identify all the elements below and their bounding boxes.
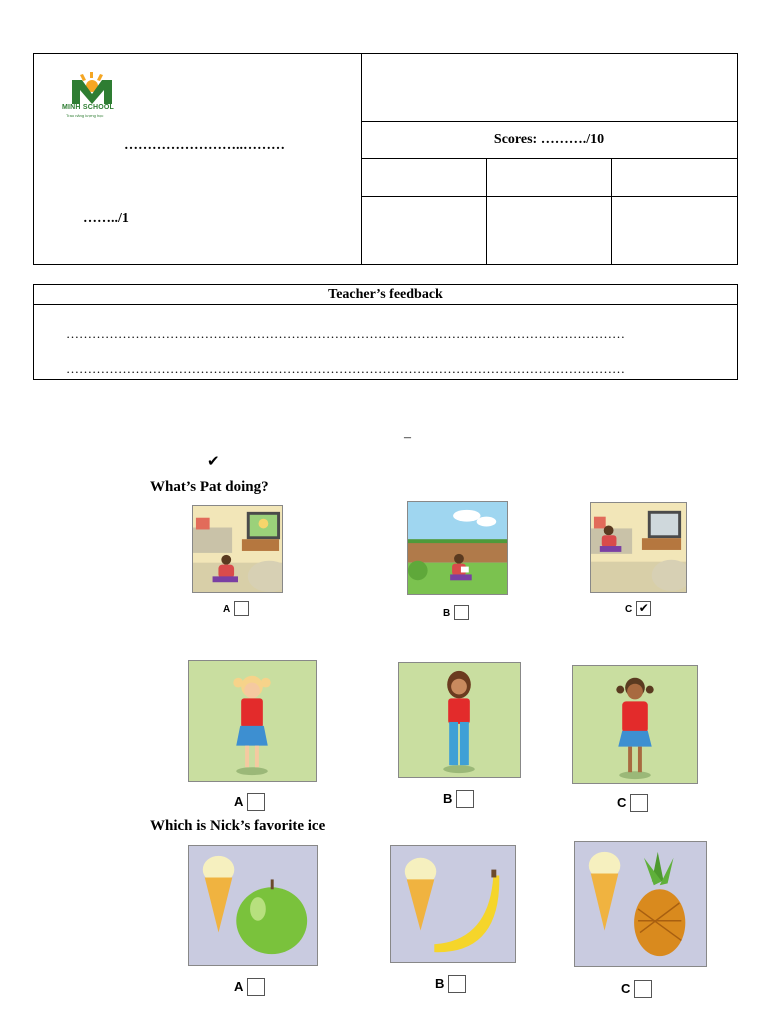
option-letter: B <box>443 791 453 806</box>
instruction-dash: – <box>404 430 411 445</box>
question-1-text: What’s Pat doing? <box>150 479 269 495</box>
answer-checkbox[interactable] <box>448 975 466 993</box>
option-b[interactable] <box>443 603 469 621</box>
logo-mark-icon <box>62 72 122 104</box>
header-table <box>33 53 738 265</box>
feedback-title: Teacher’s feedback <box>328 287 443 302</box>
question-3-text: Which is Nick’s favorite ice <box>150 818 326 834</box>
option-letter: B <box>443 608 451 619</box>
option-c[interactable] <box>621 980 652 998</box>
feedback-line: ………………………………………………………………………………………………………………… <box>66 361 625 376</box>
answer-checkbox[interactable] <box>456 790 474 808</box>
tick-icon: ✔ <box>207 454 220 470</box>
answer-checkbox[interactable]: ✔ <box>636 601 651 616</box>
name-field-dots: ……………………..……… <box>124 138 285 153</box>
section-score-dots: ……../1 <box>83 211 129 226</box>
girl-red-sweater-icon[interactable] <box>572 665 698 784</box>
option-letter: A <box>234 794 244 809</box>
girl-blue-trousers-icon[interactable] <box>398 662 521 778</box>
ice-cream-pineapple-icon[interactable] <box>574 841 707 967</box>
divider <box>611 158 612 264</box>
option-a[interactable] <box>234 793 265 811</box>
option-c[interactable] <box>617 794 648 812</box>
scores-label: Scores: ………./10 <box>493 132 605 147</box>
header-left-cell <box>34 54 362 264</box>
option-letter: A <box>234 979 244 994</box>
option-letter: C <box>625 604 633 615</box>
divider <box>361 196 737 197</box>
divider <box>361 158 737 159</box>
girl-watching-tv-icon[interactable] <box>192 505 283 593</box>
blonde-girl-blue-skirt-icon[interactable] <box>188 660 317 782</box>
option-b[interactable] <box>435 975 466 993</box>
girl-reading-in-garden-icon[interactable] <box>407 501 508 595</box>
school-logo <box>62 72 158 122</box>
option-c[interactable] <box>625 599 651 617</box>
answer-checkbox[interactable] <box>454 605 469 620</box>
option-letter: A <box>223 604 231 615</box>
header-right-cell <box>361 54 737 264</box>
option-a[interactable] <box>223 599 249 617</box>
ice-cream-apple-icon[interactable] <box>188 845 318 966</box>
answer-checkbox[interactable] <box>630 794 648 812</box>
ice-cream-banana-icon[interactable] <box>390 845 516 963</box>
feedback-box <box>33 284 738 380</box>
divider <box>361 121 737 122</box>
option-letter: C <box>617 795 627 810</box>
answer-checkbox[interactable] <box>634 980 652 998</box>
option-a[interactable] <box>234 978 265 996</box>
girl-reading-on-sofa-icon[interactable] <box>590 502 687 593</box>
logo-tagline: Trao năng lượng học <box>66 113 104 118</box>
answer-checkbox[interactable] <box>247 978 265 996</box>
divider <box>486 158 487 264</box>
option-letter: C <box>621 981 631 996</box>
logo-name: MINH SCHOOL <box>62 104 114 111</box>
option-letter: B <box>435 976 445 991</box>
option-b[interactable] <box>443 790 474 808</box>
answer-checkbox[interactable] <box>234 601 249 616</box>
feedback-line: ………………………………………………………………………………………………………………… <box>66 326 625 341</box>
divider <box>34 304 737 305</box>
answer-checkbox[interactable] <box>247 793 265 811</box>
